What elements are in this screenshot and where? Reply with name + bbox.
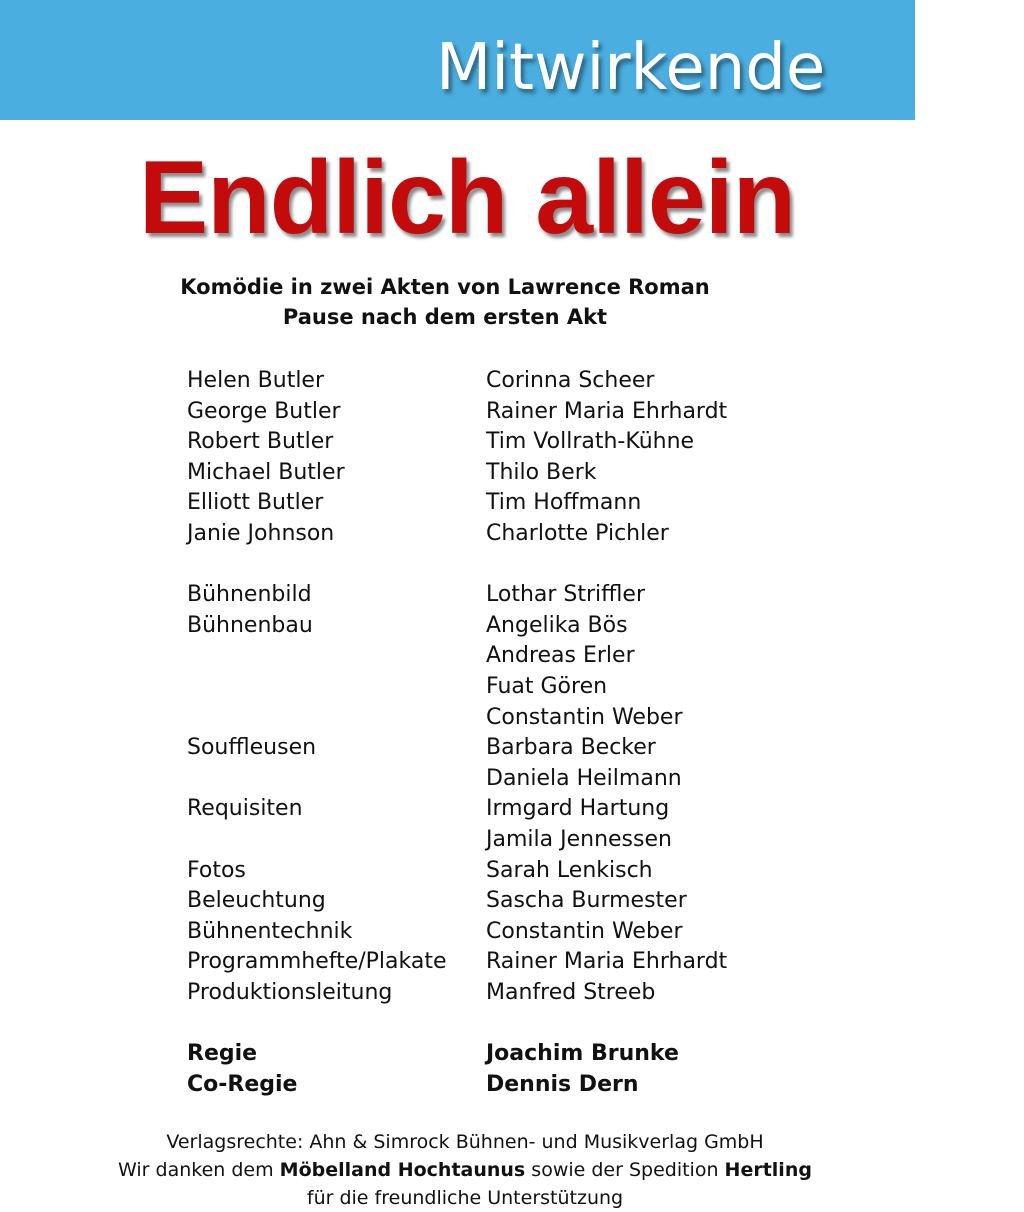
- banner-title: Mitwirkende: [436, 31, 826, 105]
- credit-role: Michael Butler: [187, 459, 345, 485]
- credit-role: Bühnentechnik: [187, 918, 353, 944]
- credit-role: Robert Butler: [187, 429, 334, 455]
- footer-rights: Verlagsrechte: Ahn & Simrock Bühnen- und Musikverlag GmbH: [166, 1131, 764, 1153]
- footer-thanks-pre: Wir danken dem: [118, 1159, 280, 1181]
- credit-name: Rainer Maria Ehrhardt: [486, 949, 728, 975]
- credit-name: Lothar Striffler: [486, 582, 646, 608]
- credit-name: Thilo Berk: [486, 459, 597, 485]
- credit-role: Co-Regie: [187, 1071, 298, 1097]
- credit-role: Bühnenbau: [187, 612, 313, 638]
- credit-name: Constantin Weber: [486, 918, 683, 944]
- credit-role: Beleuchtung: [187, 888, 326, 914]
- credit-role: Requisiten: [187, 796, 303, 822]
- credit-role: Programmhefte/Plakate: [187, 949, 447, 975]
- credit-name: Angelika Bös: [486, 612, 628, 638]
- credit-name: Joachim Brunke: [486, 1041, 679, 1067]
- credit-role: Elliott Butler: [187, 490, 324, 516]
- footer-thanks: [60, 1156, 870, 1184]
- play-title: Endlich allein: [138, 140, 796, 256]
- credit-name: Charlotte Pichler: [486, 520, 669, 546]
- credit-name: Andreas Erler: [486, 643, 635, 669]
- credit-name: Manfred Streeb: [486, 979, 656, 1005]
- footer-sponsor-1: Möbelland Hochtaunus: [279, 1159, 526, 1181]
- credit-role: Regie: [187, 1041, 258, 1067]
- credit-role: George Butler: [187, 398, 341, 424]
- credit-name: Barbara Becker: [486, 735, 656, 761]
- credit-name: Fuat Gören: [486, 673, 608, 699]
- credit-role: Helen Butler: [187, 368, 325, 393]
- credit-name: Daniela Heilmann: [486, 765, 682, 791]
- credit-role: Janie Johnson: [187, 520, 335, 546]
- credit-name: Sascha Burmester: [486, 888, 687, 914]
- header-banner: [0, 0, 915, 120]
- footer-thanks-mid: sowie der Spedition: [525, 1159, 725, 1181]
- footer-support: für die freundliche Unterstützung: [306, 1187, 624, 1209]
- credit-name: Rainer Maria Ehrhardt: [486, 398, 728, 424]
- credit-role: Bühnenbild: [187, 582, 312, 608]
- credit-name: Jamila Jennessen: [486, 826, 672, 852]
- credit-name: Tim Hoffmann: [486, 490, 642, 516]
- credit-role: Produktionsleitung: [187, 979, 393, 1005]
- subtitle-line-1: Komödie in zwei Akten von Lawrence Roman: [180, 275, 710, 299]
- credit-name: Dennis Dern: [486, 1071, 639, 1097]
- footer-sponsor-2: Hertling: [724, 1159, 812, 1181]
- credit-name: Constantin Weber: [486, 704, 683, 730]
- credit-name: Irmgard Hartung: [486, 796, 670, 822]
- subtitle-line-2: Pause nach dem ersten Akt: [282, 305, 608, 329]
- credit-role: Souffleusen: [187, 735, 317, 761]
- credit-name: Corinna Scheer: [486, 368, 655, 393]
- credit-name: Sarah Lenkisch: [486, 857, 653, 883]
- credit-name: Tim Vollrath-Kühne: [486, 429, 695, 455]
- credit-role: Fotos: [187, 857, 246, 883]
